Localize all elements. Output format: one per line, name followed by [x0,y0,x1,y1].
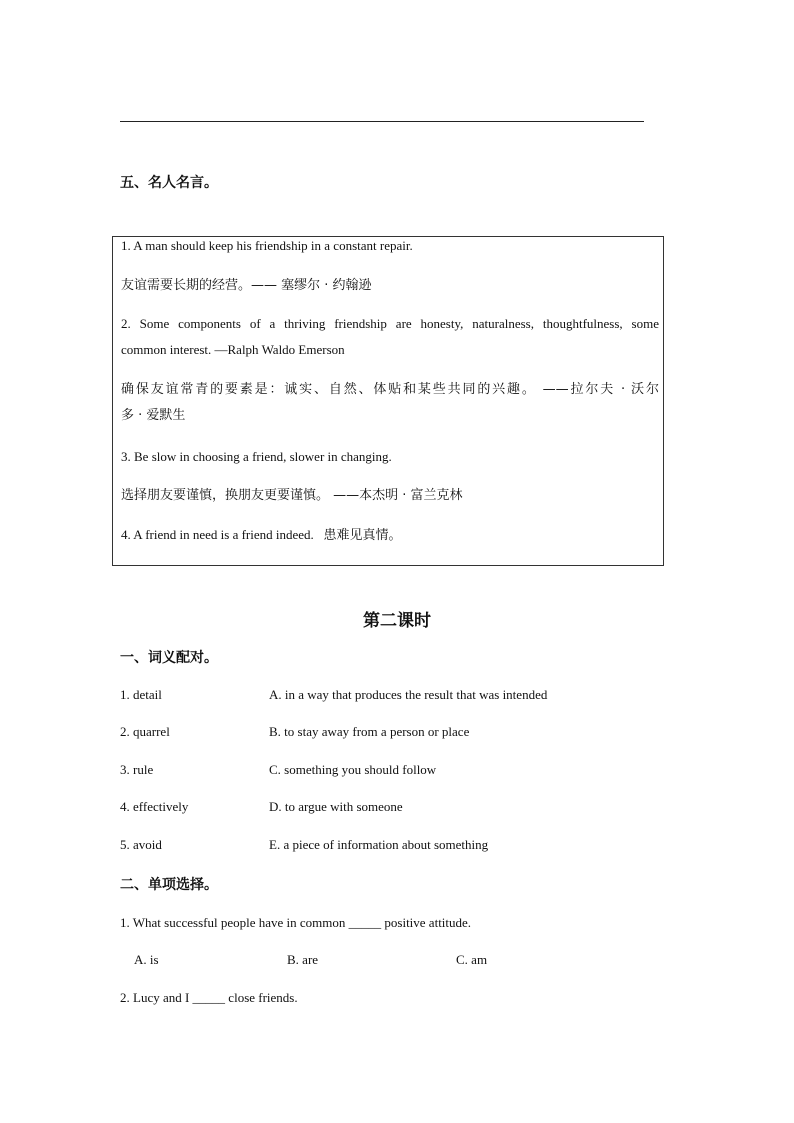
match-definition: C. something you should follow [269,762,437,777]
top-rule [120,121,644,122]
quote-1-cn: 友谊需要长期的经营。—— 塞缪尔 · 约翰逊 [121,278,372,293]
quote-2-cn-line1: 确保友谊常青的要素是：诚实、自然、体贴和某些共同的兴趣。 ——拉尔夫 · 沃尔 [121,382,659,397]
quote-2-cn-line2: 多 · 爱默生 [121,408,186,423]
lesson-title: 第二课时 [363,611,431,631]
match-term: 5. avoid [120,837,162,852]
match-definition: B. to stay away from a person or place [269,724,470,739]
match-term: 2. quarrel [120,724,170,739]
question-1-option-b: B. are [287,952,319,967]
section-heading-quotes: 五、名人名言。 [120,175,218,191]
quote-1-en: 1. A man should keep his friendship in a constant repair. [121,238,413,253]
match-term: 3. rule [120,762,154,777]
section-heading-matching: 一、词义配对。 [120,650,218,666]
question-1-option-c: C. am [456,952,488,967]
quote-4-cn: 患难见真情。 [323,528,402,543]
match-definition: D. to argue with someone [269,799,403,814]
quote-4-en: 4. A friend in need is a friend indeed. [121,527,314,542]
match-term: 1. detail [120,687,162,702]
section-heading-choice: 二、单项选择。 [120,877,218,893]
question-2-stem: 2. Lucy and I _____ close friends. [120,990,298,1005]
match-term: 4. effectively [120,799,189,814]
match-definition: E. a piece of information about something [269,837,489,852]
quote-2-en-line1: 2. Some components of a thriving friendship are honesty, naturalness, thoughtfulness, some [121,316,659,331]
quote-2-en-line2: common interest. —Ralph Waldo Emerson [121,342,345,357]
match-definition: A. in a way that produces the result that was intended [269,687,548,702]
quote-4 [121,522,659,549]
question-1-option-a: A. is [134,952,159,967]
quote-3-cn: 选择朋友要谨慎，换朋友更要谨慎。 ——本杰明 · 富兰克林 [121,488,463,503]
question-1-stem: 1. What successful people have in common _____ positive attitude. [120,915,472,930]
quotes-box [112,236,664,566]
quote-3-en: 3. Be slow in choosing a friend, slower in changing. [121,449,392,464]
